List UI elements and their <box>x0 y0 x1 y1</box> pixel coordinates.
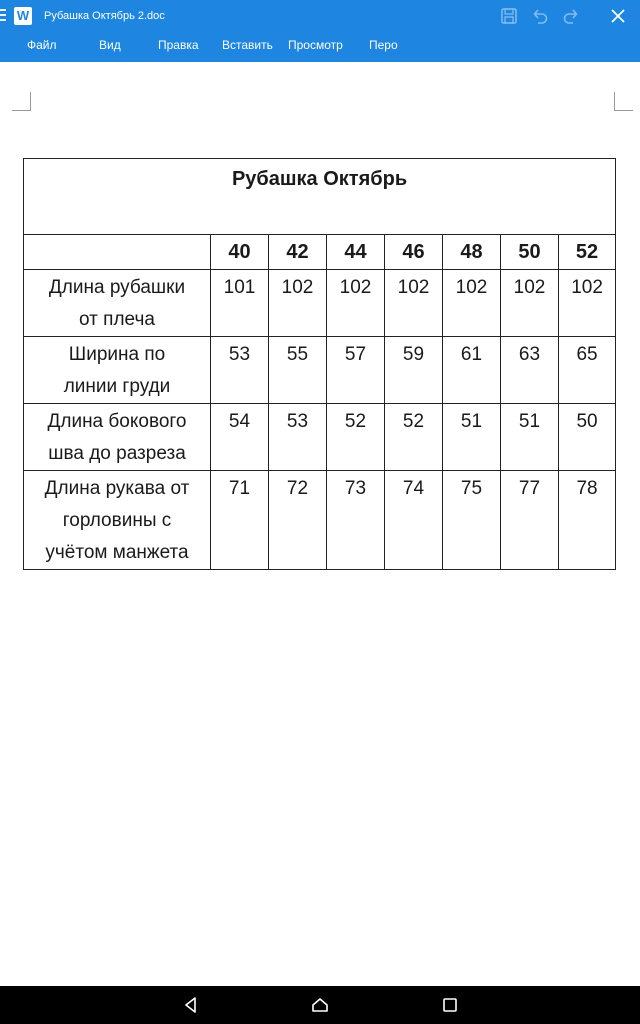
menu-insert[interactable]: Вставить <box>222 38 273 52</box>
row-label <box>24 337 211 404</box>
table-row <box>24 270 616 337</box>
page-margin-mark-right <box>614 92 633 111</box>
table-cell: 75 <box>443 471 501 570</box>
table-cell: 101 <box>211 270 269 337</box>
side-menu-icon[interactable] <box>0 9 8 23</box>
size-table <box>23 158 616 570</box>
row-label-line: Длина рубашки <box>48 277 186 298</box>
size-header: 50 <box>501 235 559 270</box>
table-cell: 55 <box>269 337 327 404</box>
table-cell: 63 <box>501 337 559 404</box>
row-label <box>24 471 211 570</box>
table-cell: 59 <box>385 337 443 404</box>
table-cell: 71 <box>211 471 269 570</box>
row-label <box>24 270 211 337</box>
table-cell: 74 <box>385 471 443 570</box>
row-label-line: учётом манжета <box>45 542 189 563</box>
size-header: 40 <box>211 235 269 270</box>
table-cell: 52 <box>385 404 443 471</box>
row-label-line: линии груди <box>63 376 171 397</box>
table-cell: 102 <box>327 270 385 337</box>
table-cell: 72 <box>269 471 327 570</box>
size-header: 46 <box>385 235 443 270</box>
size-header: 44 <box>327 235 385 270</box>
table-cell: 65 <box>559 337 616 404</box>
row-label <box>24 404 211 471</box>
redo-icon[interactable] <box>561 6 581 26</box>
size-header: 48 <box>443 235 501 270</box>
table-cell: 50 <box>559 404 616 471</box>
table-row <box>24 471 616 570</box>
table-cell: 57 <box>327 337 385 404</box>
table-row <box>24 404 616 471</box>
menu-edit[interactable]: Правка <box>158 38 199 52</box>
home-icon[interactable] <box>310 995 330 1015</box>
table-cell: 77 <box>501 471 559 570</box>
app-logo-icon: W <box>14 7 32 25</box>
save-icon[interactable] <box>499 6 519 26</box>
table-cell: 73 <box>327 471 385 570</box>
table-cell: 52 <box>327 404 385 471</box>
undo-icon[interactable] <box>530 6 550 26</box>
document-title: Рубашка Октябрь 2.doc <box>44 10 165 22</box>
table-cell: 102 <box>385 270 443 337</box>
menu-file[interactable]: Файл <box>27 38 57 52</box>
table-row <box>24 337 616 404</box>
page-margin-mark-left <box>12 92 31 111</box>
size-header: 42 <box>269 235 327 270</box>
table-cell: 78 <box>559 471 616 570</box>
menu-view[interactable]: Вид <box>99 38 121 52</box>
table-header-empty <box>24 235 211 270</box>
app-bar <box>0 0 640 62</box>
table-cell: 54 <box>211 404 269 471</box>
row-label-line: Длина бокового <box>47 411 187 432</box>
close-icon[interactable] <box>608 6 628 26</box>
size-header: 52 <box>559 235 616 270</box>
system-nav-bar <box>0 986 640 1024</box>
menu-bar <box>0 32 640 62</box>
menu-review[interactable]: Просмотр <box>288 38 343 52</box>
title-bar <box>0 0 640 32</box>
table-cell: 102 <box>501 270 559 337</box>
recent-apps-icon[interactable] <box>440 995 460 1015</box>
table-title: Рубашка Октябрь <box>24 159 616 235</box>
row-label-line: Длина рукава от <box>44 478 190 499</box>
table-cell: 102 <box>443 270 501 337</box>
table-cell: 61 <box>443 337 501 404</box>
row-label-line: от плеча <box>79 309 155 330</box>
row-label-line: шва до разреза <box>48 443 186 464</box>
row-label-line: Ширина по <box>68 344 166 365</box>
table-cell: 51 <box>443 404 501 471</box>
table-cell: 102 <box>269 270 327 337</box>
row-label-line: горловины с <box>62 510 172 531</box>
table-title-row <box>24 159 616 235</box>
table-cell: 102 <box>559 270 616 337</box>
menu-pen[interactable]: Перо <box>369 38 398 52</box>
back-icon[interactable] <box>181 995 201 1015</box>
table-cell: 53 <box>269 404 327 471</box>
table-cell: 53 <box>211 337 269 404</box>
table-header-row <box>24 235 616 270</box>
table-cell: 51 <box>501 404 559 471</box>
